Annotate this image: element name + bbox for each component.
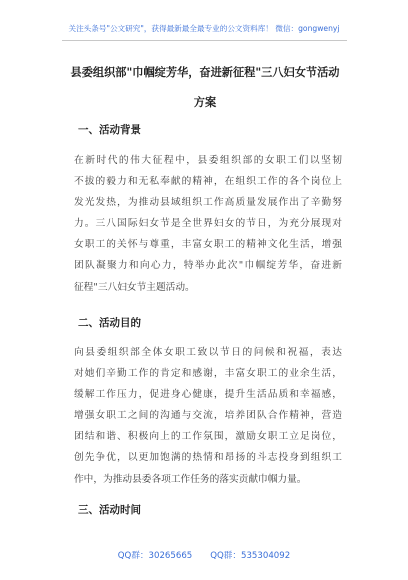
section-heading-purpose: 二、活动目的	[78, 317, 141, 329]
footer-qq-group-1: QQ群：30265665	[117, 551, 193, 561]
paragraph-line: 发光发热，为推动县域组织工作高质量发展作出了辛勤努	[74, 197, 342, 209]
paragraph-line: 团队凝聚力和向心力，特举办此次"巾帼绽芳华，奋进新	[74, 260, 342, 272]
paragraph-line: 对她们辛勤工作的肯定和感谢，丰富女职工的业余生活，	[74, 368, 342, 380]
footer-contact	[0, 549, 408, 561]
footer-qq-group-2: QQ群：535304092	[210, 551, 291, 561]
paragraph-line: 向县委组织部全体女职工致以节日的问候和祝福，表达	[74, 347, 342, 358]
paragraph-line: 增强女职工之间的沟通与交流，培养团队合作精神，营造	[74, 410, 342, 422]
paragraph-line: 不拔的毅力和无私奉献的精神，在组织工作的各个岗位上	[74, 176, 342, 188]
section-paragraph-background	[74, 150, 342, 298]
paragraph-line: 缓解工作压力，促进身心健康，提升生活品质和幸福感，	[74, 389, 342, 401]
paragraph-line: 女职工的关怀与尊重，丰富女职工的精神文化生活，增强	[74, 239, 342, 251]
section-heading-background: 一、活动背景	[78, 124, 141, 136]
header-divider	[62, 40, 347, 41]
section-paragraph-purpose	[74, 342, 342, 490]
paragraph-line: 作中，为推动县委各项工作任务的落实贡献巾帼力量。	[74, 473, 307, 485]
header-banner: 关注头条号"公文研究"，获得最新最全最专业的公文资料库！ 微信：gongwenyj	[68, 24, 340, 33]
paragraph-line: 团结和谐、积极向上的工作氛围，激励女职工立足岗位，	[74, 431, 342, 443]
document-title-line-1: 县委组织部"巾帼绽芳华，奋进新征程"三八妇女节活动	[70, 66, 340, 79]
paragraph-line: 在新时代的伟大征程中，县委组织部的女职工们以坚韧	[74, 155, 342, 166]
section-heading-time: 三、活动时间	[78, 504, 141, 516]
paragraph-line: 力。三八国际妇女节是全世界妇女的节日，为充分展现对	[74, 218, 342, 230]
document-title-line-2: 方案	[193, 96, 217, 109]
paragraph-line: 创先争优，以更加饱满的热情和昂扬的斗志投身到组织工	[74, 452, 342, 464]
paragraph-line: 征程"三八妇女节主题活动。	[74, 281, 195, 293]
